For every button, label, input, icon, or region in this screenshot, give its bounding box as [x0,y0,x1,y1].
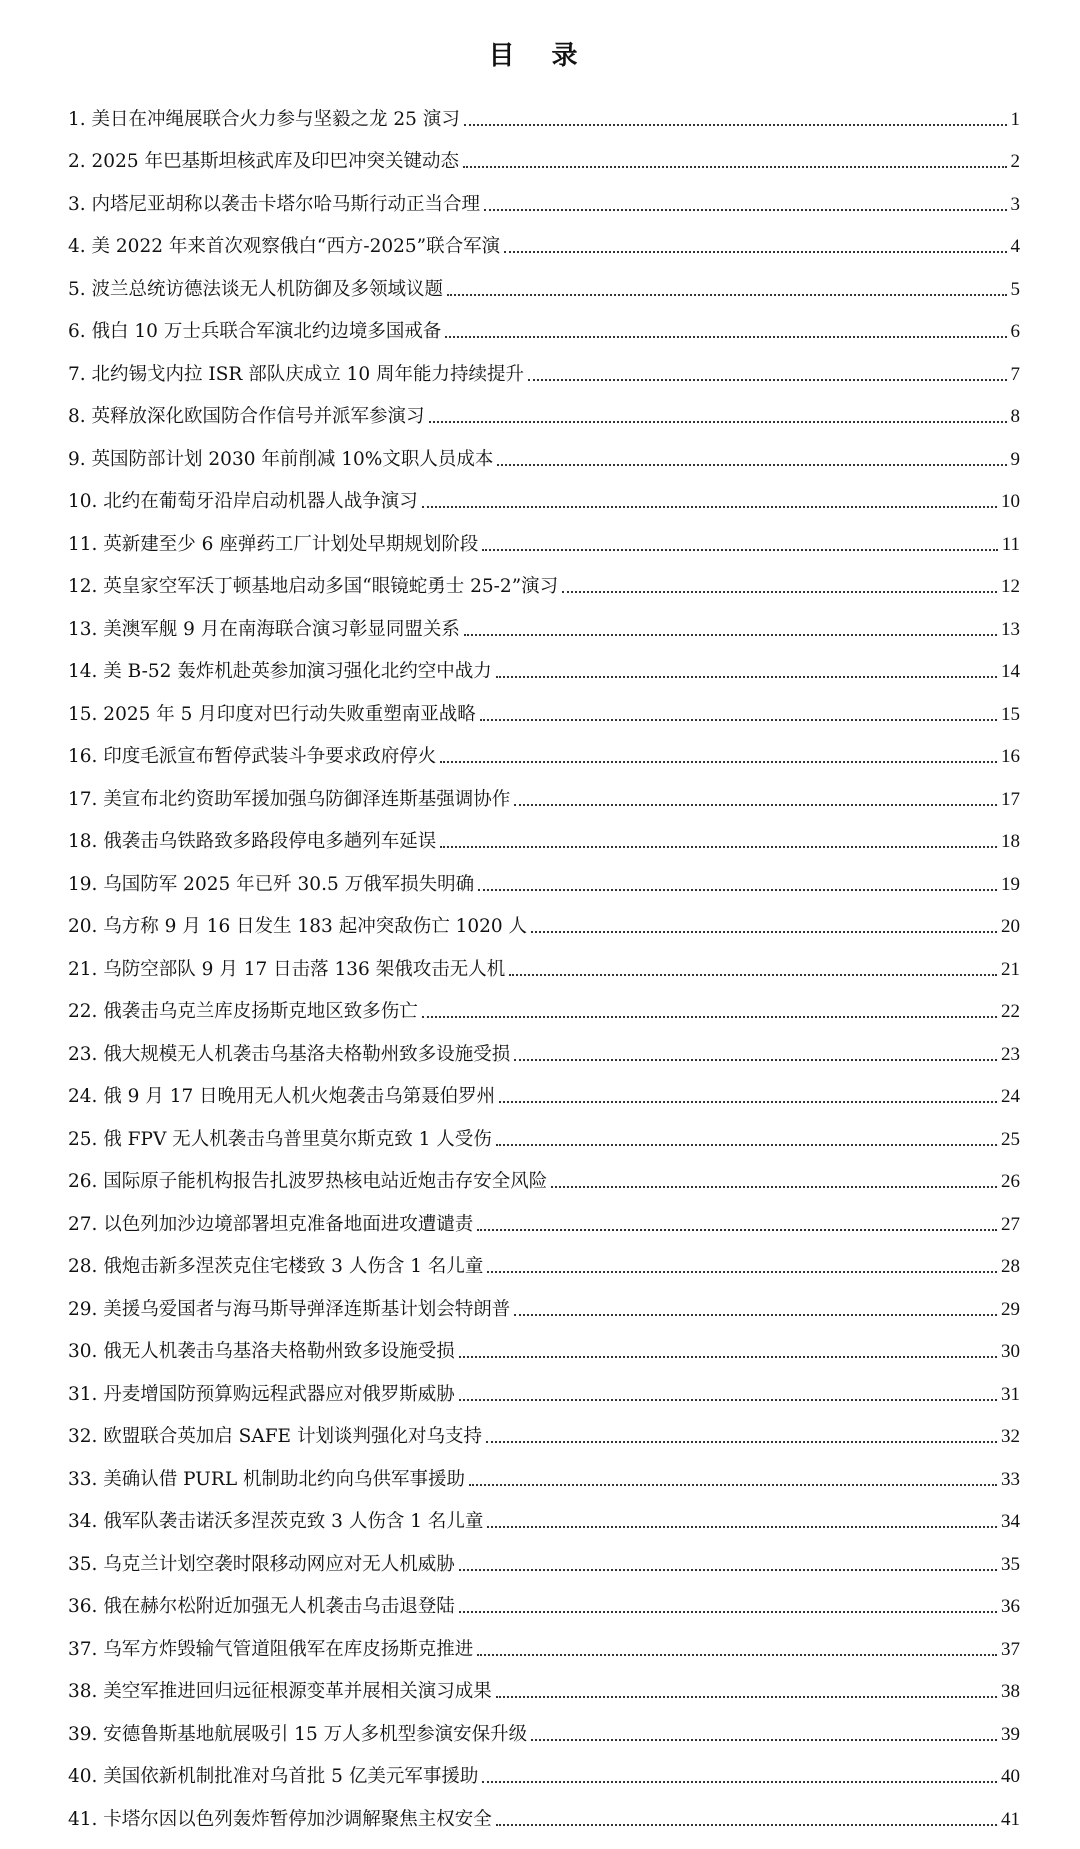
toc-entry-title: 38. 美空军推进回归远征根源变革并展相关演习成果 [68,1681,492,1702]
toc-entry[interactable] [68,513,1020,556]
toc-entry[interactable] [68,726,1020,769]
dot-leader [482,549,997,551]
toc-entry[interactable] [68,1703,1020,1746]
toc-entry[interactable] [68,301,1020,344]
toc-entry[interactable] [68,1533,1020,1576]
toc-entry-title: 3. 内塔尼亚胡称以袭击卡塔尔哈马斯行动正当合理 [68,193,481,215]
toc-entry[interactable] [68,216,1020,259]
toc-entry-title: 10. 北约在葡萄牙沿岸启动机器人战争演习 [68,491,418,512]
toc-entry-page-number: 34 [1001,1511,1020,1532]
toc-entry-page-number: 8 [1010,406,1020,427]
toc-entry-page-number: 28 [1001,1256,1020,1277]
toc-entry[interactable] [68,556,1020,599]
toc-entry-page-number: 5 [1010,278,1020,300]
toc-entry[interactable] [68,938,1020,981]
toc-entry-title: 33. 美确认借 PURL 机制助北约向乌供军事援助 [68,1468,465,1490]
toc-entry[interactable] [68,641,1020,684]
toc-entry[interactable] [68,1746,1020,1789]
toc-entry-page-number: 26 [1001,1171,1020,1192]
toc-entry-page-number: 4 [1010,236,1020,257]
dot-leader [464,124,1007,126]
toc-entry[interactable] [68,853,1020,896]
dot-leader [496,1696,997,1698]
toc-entry-page-number: 29 [1001,1298,1020,1320]
toc-entry-page-number: 9 [1010,448,1020,470]
toc-entry[interactable] [68,88,1020,131]
dot-leader [463,166,1007,168]
toc-entry[interactable] [68,768,1020,811]
dot-leader [496,1824,997,1826]
dot-leader [422,506,997,508]
dot-leader [440,761,997,763]
dot-leader [464,634,997,636]
toc-entry-page-number: 11 [1001,533,1020,555]
dot-leader [531,1739,997,1741]
toc-entry[interactable] [68,386,1020,429]
toc-entry-page-number: 24 [1001,1086,1020,1107]
dot-leader [422,1016,997,1018]
toc-entry-title: 16. 印度毛派宣布暂停武装斗争要求政府停火 [68,746,437,767]
toc-entry-title: 23. 俄大规模无人机袭击乌基洛夫格勒州致多设施受损 [68,1043,511,1065]
toc-entry-page-number: 7 [1010,363,1020,385]
toc-entry-page-number: 14 [1001,661,1020,682]
toc-entry[interactable] [68,1618,1020,1661]
dot-leader [480,719,997,721]
toc-entry-title: 29. 美援乌爱国者与海马斯导弹泽连斯基计划会特朗普 [68,1298,511,1320]
dot-leader [487,1271,997,1273]
dot-leader [429,421,1007,423]
toc-entry-title: 14. 美 B-52 轰炸机赴英参加演习强化北约空中战力 [68,661,492,682]
toc-entry[interactable] [68,1236,1020,1279]
dot-leader [509,974,997,976]
toc-entry-page-number: 27 [1001,1213,1020,1235]
toc-entry[interactable] [68,1278,1020,1321]
toc-entry[interactable] [68,1788,1020,1831]
dot-leader [477,1654,997,1656]
toc-entry-title: 39. 安德鲁斯基地航展吸引 15 万人多机型参演安保升级 [68,1723,528,1745]
toc-entry-page-number: 12 [1001,576,1020,597]
toc-entry-page-number: 37 [1001,1638,1020,1660]
toc-entry[interactable] [68,1193,1020,1236]
toc-entry-page-number: 25 [1001,1128,1020,1150]
toc-entry[interactable] [68,173,1020,216]
dot-leader [482,1781,997,1783]
toc-entry[interactable] [68,1108,1020,1151]
toc-entry-title: 32. 欧盟联合英加启 SAFE 计划谈判强化对乌支持 [68,1426,482,1447]
dot-leader [459,1569,997,1571]
toc-entry-title: 24. 俄 9 月 17 日晚用无人机火炮袭击乌第聂伯罗州 [68,1086,496,1107]
toc-entry[interactable] [68,896,1020,939]
toc-entry-title: 40. 美国依新机制批准对乌首批 5 亿美元军事援助 [68,1766,479,1787]
toc-entry-title: 8. 英释放深化欧国防合作信号并派军参演习 [68,406,425,427]
toc-entry-page-number: 18 [1001,831,1020,852]
dot-leader [496,676,997,678]
toc-entry-title: 30. 俄无人机袭击乌基洛夫格勒州致多设施受损 [68,1341,455,1362]
toc-entry[interactable] [68,1661,1020,1704]
toc-entry-title: 41. 卡塔尔因以色列轰炸暂停加沙调解聚焦主权安全 [68,1808,492,1830]
dot-leader [447,294,1006,296]
toc-entry-title: 28. 俄炮击新多涅茨克住宅楼致 3 人伤含 1 名儿童 [68,1256,484,1277]
toc-entry-page-number: 20 [1001,916,1020,937]
toc-entry-title: 22. 俄袭击乌克兰库皮扬斯克地区致多伤亡 [68,1001,418,1022]
toc-entry-title: 27. 以色列加沙边境部署坦克准备地面进攻遭谴责 [68,1213,474,1235]
toc-entry-title: 15. 2025 年 5 月印度对巴行动失败重塑南亚战略 [68,703,476,725]
toc-entry-title: 31. 丹麦增国防预算购远程武器应对俄罗斯威胁 [68,1383,455,1405]
dot-leader [497,464,1006,466]
toc-entry[interactable] [68,1066,1020,1109]
toc-entry-title: 18. 俄袭击乌铁路致多路段停电多趟列车延误 [68,831,437,852]
toc-entry-title: 21. 乌防空部队 9 月 17 日击落 136 架俄攻击无人机 [68,958,506,980]
toc-entry[interactable] [68,1406,1020,1449]
toc-entry-page-number: 1 [1010,108,1020,130]
toc-entry[interactable] [68,1151,1020,1194]
toc-entry[interactable] [68,428,1020,471]
toc-entry[interactable] [68,1023,1020,1066]
toc-entry-title: 6. 俄白 10 万士兵联合军演北约边境多国戒备 [68,321,442,342]
toc-entry-title: 35. 乌克兰计划空袭时限移动网应对无人机威胁 [68,1553,455,1575]
toc-entry[interactable] [68,598,1020,641]
toc-entry-page-number: 35 [1001,1553,1020,1575]
toc-entry-title: 26. 国际原子能机构报告扎波罗热核电站近炮击存安全风险 [68,1171,548,1192]
dot-leader [477,1229,997,1231]
dot-leader [484,209,1006,211]
toc-entry-title: 25. 俄 FPV 无人机袭击乌普里莫尔斯克致 1 人受伤 [68,1128,492,1150]
toc-entry-title: 12. 英皇家空军沃丁顿基地启动多国“眼镜蛇勇士 25-2”演习 [68,576,559,597]
toc-entry[interactable] [68,1321,1020,1364]
toc-entry[interactable] [68,1448,1020,1491]
dot-leader [478,889,997,891]
toc-entry-title: 20. 乌方称 9 月 16 日发生 183 起冲突敌伤亡 1020 人 [68,916,528,937]
toc-entry-title: 34. 俄军队袭击诺沃多涅茨克致 3 人伤含 1 名儿童 [68,1511,484,1532]
toc-entry-title: 13. 美澳军舰 9 月在南海联合演习彰显同盟关系 [68,618,460,640]
toc-list [68,88,1020,1831]
toc-entry-page-number: 2 [1010,151,1020,172]
toc-entry-page-number: 31 [1001,1383,1020,1405]
toc-entry[interactable] [68,131,1020,174]
toc-entry-page-number: 23 [1001,1043,1020,1065]
toc-entry-page-number: 16 [1001,746,1020,767]
toc-entry-title: 4. 美 2022 年来首次观察俄白“西方-2025”联合军演 [68,236,501,257]
toc-entry-title: 7. 北约锡戈内拉 ISR 部队庆成立 10 周年能力持续提升 [68,363,525,385]
dot-leader [531,931,997,933]
dot-leader [499,1101,997,1103]
dot-leader [459,1611,997,1613]
dot-leader [496,1144,997,1146]
toc-entry-page-number: 10 [1001,491,1020,512]
toc-entry-page-number: 33 [1001,1468,1020,1490]
toc-entry[interactable] [68,1363,1020,1406]
toc-entry-page-number: 22 [1001,1001,1020,1022]
dot-leader [528,379,1006,381]
toc-entry-page-number: 3 [1010,193,1020,215]
dot-leader [514,1059,997,1061]
toc-entry-title: 37. 乌军方炸毁输气管道阻俄军在库皮扬斯克推进 [68,1638,474,1660]
toc-entry-title: 17. 美宣布北约资助军援加强乌防御泽连斯基强调协作 [68,788,511,810]
toc-entry-page-number: 36 [1001,1596,1020,1617]
toc-entry-page-number: 38 [1001,1681,1020,1702]
toc-entry-page-number: 39 [1001,1723,1020,1745]
toc-entry-page-number: 21 [1001,958,1020,980]
toc-entry-title: 1. 美日在冲绳展联合火力参与坚毅之龙 25 演习 [68,108,460,130]
toc-entry-page-number: 41 [1001,1808,1020,1830]
toc-entry[interactable] [68,258,1020,301]
toc-entry[interactable] [68,811,1020,854]
toc-entry-page-number: 19 [1001,873,1020,895]
toc-entry-title: 11. 英新建至少 6 座弹药工厂计划处早期规划阶段 [68,533,479,555]
dot-leader [504,251,1006,253]
toc-entry-title: 5. 波兰总统访德法谈无人机防御及多领域议题 [68,278,444,300]
dot-leader [486,1441,997,1443]
toc-entry-page-number: 15 [1001,703,1020,725]
toc-entry[interactable] [68,683,1020,726]
toc-entry-title: 2. 2025 年巴基斯坦核武库及印巴冲突关键动态 [68,151,459,172]
toc-entry[interactable] [68,1491,1020,1534]
toc-entry-title: 19. 乌国防军 2025 年已歼 30.5 万俄军损失明确 [68,873,475,895]
toc-title: 目 录 [488,41,592,71]
toc-entry-page-number: 30 [1001,1341,1020,1362]
dot-leader [562,591,997,593]
toc-entry-page-number: 40 [1001,1766,1020,1787]
toc-entry-page-number: 17 [1001,788,1020,810]
dot-leader [459,1399,997,1401]
dot-leader [487,1526,997,1528]
dot-leader [440,846,997,848]
dot-leader [459,1356,997,1358]
toc-entry-title: 9. 英国防部计划 2030 年前削减 10%文职人员成本 [68,448,494,470]
toc-entry[interactable] [68,343,1020,386]
toc-entry-page-number: 6 [1010,321,1020,342]
toc-entry[interactable] [68,471,1020,514]
dot-leader [469,1484,997,1486]
dot-leader [445,336,1006,338]
toc-entry[interactable] [68,1576,1020,1619]
toc-entry[interactable] [68,981,1020,1024]
toc-entry-title: 36. 俄在赫尔松附近加强无人机袭击乌击退登陆 [68,1596,455,1617]
dot-leader [514,1314,997,1316]
dot-leader [514,804,997,806]
toc-entry-page-number: 13 [1001,618,1020,640]
toc-entry-page-number: 32 [1001,1426,1020,1447]
dot-leader [551,1186,997,1188]
